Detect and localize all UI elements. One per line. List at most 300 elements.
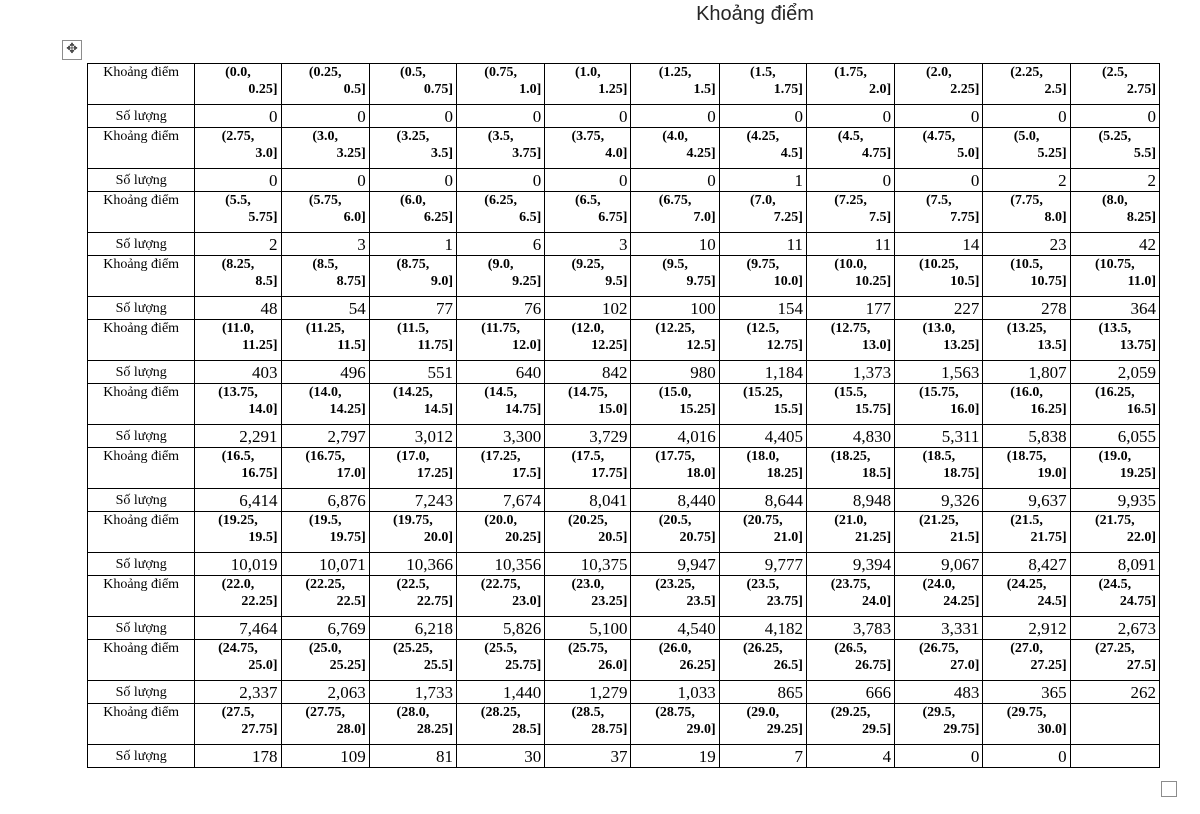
range-cell xyxy=(983,256,1070,297)
range-cell xyxy=(983,448,1070,489)
count-cell: 1,373 xyxy=(806,361,894,384)
count-cell: 48 xyxy=(195,297,281,320)
range-header-cell: Khoảng điểm xyxy=(88,448,195,489)
range-upper: 25.5] xyxy=(423,658,453,673)
count-cell: 10,366 xyxy=(369,553,456,576)
range-upper: 21.0] xyxy=(773,530,803,545)
range-upper: 3.0] xyxy=(255,146,278,161)
count-cell: 8,041 xyxy=(545,489,631,512)
range-upper: 13.0] xyxy=(862,338,892,353)
range-upper: 28.5] xyxy=(512,722,542,737)
range-cell xyxy=(281,64,369,105)
count-cell: 9,947 xyxy=(631,553,719,576)
range-row xyxy=(88,704,1160,745)
range-row xyxy=(88,64,1160,105)
range-upper: 15.75] xyxy=(855,402,892,417)
range-lower: (1.5, xyxy=(749,65,776,80)
range-cell xyxy=(545,704,631,745)
count-cell: 81 xyxy=(369,745,456,768)
count-cell: 5,826 xyxy=(457,617,545,640)
count-cell: 8,427 xyxy=(983,553,1070,576)
range-upper: 12.0] xyxy=(512,338,542,353)
range-cell xyxy=(1070,128,1159,169)
range-upper: 10.0] xyxy=(773,274,803,289)
range-lower: (0.25, xyxy=(308,65,342,80)
range-upper: 9.5] xyxy=(605,274,628,289)
range-upper: 17.0] xyxy=(336,466,366,481)
count-cell: 0 xyxy=(195,105,281,128)
range-cell xyxy=(369,320,456,361)
range-upper: 26.75] xyxy=(855,658,892,673)
count-cell: 30 xyxy=(457,745,545,768)
range-cell xyxy=(806,64,894,105)
count-cell: 6,414 xyxy=(195,489,281,512)
range-cell xyxy=(195,128,281,169)
range-upper: 6.25] xyxy=(423,210,453,225)
count-cell: 178 xyxy=(195,745,281,768)
range-upper: 21.5] xyxy=(950,530,980,545)
range-lower: (15.75, xyxy=(918,385,959,400)
count-cell: 262 xyxy=(1070,681,1159,704)
range-lower: (26.5, xyxy=(834,641,867,656)
range-lower: (26.25, xyxy=(742,641,783,656)
range-upper: 18.75] xyxy=(943,466,980,481)
count-cell: 2,063 xyxy=(281,681,369,704)
range-upper: 16.5] xyxy=(1126,402,1156,417)
range-header-cell: Khoảng điểm xyxy=(88,384,195,425)
range-cell xyxy=(895,704,983,745)
range-upper: 4.0] xyxy=(605,146,628,161)
range-cell xyxy=(545,320,631,361)
range-lower: (5.5, xyxy=(225,193,251,208)
count-cell: 1,807 xyxy=(983,361,1070,384)
range-cell xyxy=(631,512,719,553)
range-cell xyxy=(545,192,631,233)
range-cell xyxy=(895,192,983,233)
range-upper: 11.5] xyxy=(337,338,366,353)
count-cell: 1,563 xyxy=(895,361,983,384)
range-lower: (7.0, xyxy=(749,193,776,208)
range-upper: 13.75] xyxy=(1119,338,1156,353)
range-cell xyxy=(806,576,894,617)
range-upper: 8.75] xyxy=(336,274,366,289)
range-lower: (9.25, xyxy=(571,257,605,272)
range-upper: 21.25] xyxy=(855,530,892,545)
range-lower: (12.25, xyxy=(655,321,695,336)
range-lower: (8.25, xyxy=(221,257,255,272)
range-cell xyxy=(806,128,894,169)
range-lower: (20.0, xyxy=(484,513,517,528)
range-upper: 20.5] xyxy=(598,530,628,545)
range-lower: (14.5, xyxy=(484,385,517,400)
range-lower: (20.25, xyxy=(568,513,608,528)
range-lower: (18.5, xyxy=(922,449,956,464)
count-row xyxy=(88,169,1160,192)
range-upper: 16.25] xyxy=(1030,402,1067,417)
count-cell: 54 xyxy=(281,297,369,320)
count-row xyxy=(88,361,1160,384)
count-cell: 3,300 xyxy=(457,425,545,448)
range-cell xyxy=(719,192,806,233)
count-cell: 5,100 xyxy=(545,617,631,640)
count-cell: 364 xyxy=(1070,297,1159,320)
count-cell: 0 xyxy=(195,169,281,192)
range-lower: (7.75, xyxy=(1010,193,1043,208)
range-upper: 24.25] xyxy=(943,594,980,609)
range-upper: 18.25] xyxy=(766,466,803,481)
range-lower: (29.5, xyxy=(922,705,956,720)
count-cell: 0 xyxy=(631,169,719,192)
count-cell: 7 xyxy=(719,745,806,768)
range-cell xyxy=(281,448,369,489)
count-cell: 2,337 xyxy=(195,681,281,704)
range-cell xyxy=(806,512,894,553)
range-cell xyxy=(281,384,369,425)
range-lower: (19.75, xyxy=(393,513,433,528)
range-cell xyxy=(545,576,631,617)
range-cell xyxy=(457,64,545,105)
range-upper: 17.5] xyxy=(512,466,542,481)
range-upper: 12.75] xyxy=(766,338,803,353)
range-upper: 29.25] xyxy=(766,722,803,737)
range-upper: 23.25] xyxy=(591,594,628,609)
count-row xyxy=(88,553,1160,576)
range-upper: 27.75] xyxy=(241,722,278,737)
range-upper: 6.75] xyxy=(598,210,628,225)
range-upper: 20.75] xyxy=(679,530,716,545)
range-row xyxy=(88,384,1160,425)
range-cell xyxy=(195,640,281,681)
count-cell: 7,674 xyxy=(457,489,545,512)
count-header-cell: Số lượng xyxy=(88,233,195,256)
count-cell: 483 xyxy=(895,681,983,704)
page-title: Khoảng điểm xyxy=(696,3,814,25)
count-cell: 77 xyxy=(369,297,456,320)
count-header-cell: Số lượng xyxy=(88,425,195,448)
range-upper: 7.0] xyxy=(693,210,716,225)
range-upper: 15.0] xyxy=(598,402,628,417)
range-row xyxy=(88,512,1160,553)
count-cell: 76 xyxy=(457,297,545,320)
range-cell xyxy=(545,512,631,553)
count-cell: 0 xyxy=(369,169,456,192)
range-cell xyxy=(1070,256,1159,297)
range-cell xyxy=(195,64,281,105)
range-cell xyxy=(1070,320,1159,361)
range-lower: (6.25, xyxy=(484,193,517,208)
range-cell xyxy=(545,256,631,297)
range-lower: (10.5, xyxy=(1010,257,1043,272)
count-cell: 3 xyxy=(545,233,631,256)
range-lower: (18.25, xyxy=(830,449,871,464)
count-cell: 4,540 xyxy=(631,617,719,640)
range-cell xyxy=(631,576,719,617)
range-lower: (16.25, xyxy=(1094,385,1135,400)
range-lower: (17.0, xyxy=(396,449,430,464)
range-lower: (21.25, xyxy=(918,513,959,528)
range-cell xyxy=(195,256,281,297)
range-cell xyxy=(983,576,1070,617)
range-upper: 1.25] xyxy=(598,82,628,97)
range-header-cell: Khoảng điểm xyxy=(88,320,195,361)
score-distribution-table xyxy=(87,63,1160,768)
range-lower: (18.0, xyxy=(746,449,780,464)
range-cell xyxy=(983,192,1070,233)
count-cell: 2 xyxy=(1070,169,1159,192)
range-upper: 24.75] xyxy=(1119,594,1156,609)
count-cell: 23 xyxy=(983,233,1070,256)
count-cell: 4,830 xyxy=(806,425,894,448)
range-upper: 9.0] xyxy=(430,274,453,289)
range-cell xyxy=(719,640,806,681)
range-lower: (18.75, xyxy=(1006,449,1047,464)
count-cell: 0 xyxy=(545,105,631,128)
range-lower: (15.0, xyxy=(658,385,692,400)
range-upper: 25.0] xyxy=(248,658,278,673)
count-cell: 6 xyxy=(457,233,545,256)
range-cell xyxy=(369,384,456,425)
count-cell: 1 xyxy=(369,233,456,256)
range-cell xyxy=(545,64,631,105)
table-move-handle-icon[interactable]: ✥ xyxy=(62,40,82,60)
count-cell: 2,291 xyxy=(195,425,281,448)
range-lower: (0.5, xyxy=(400,65,426,80)
range-cell xyxy=(457,256,545,297)
range-lower: (5.0, xyxy=(1013,129,1040,144)
count-header-cell: Số lượng xyxy=(88,681,195,704)
range-lower: (21.5, xyxy=(1010,513,1043,528)
range-cell xyxy=(719,384,806,425)
count-cell: 4 xyxy=(806,745,894,768)
count-cell: 3,331 xyxy=(895,617,983,640)
range-cell xyxy=(806,448,894,489)
range-upper: 3.25] xyxy=(336,146,366,161)
range-cell xyxy=(369,192,456,233)
range-cell xyxy=(195,192,281,233)
count-cell: 0 xyxy=(631,105,719,128)
range-lower: (10.75, xyxy=(1094,257,1135,272)
range-cell xyxy=(895,128,983,169)
range-lower: (6.5, xyxy=(575,193,601,208)
range-lower: (8.0, xyxy=(1101,193,1128,208)
range-upper: 22.75] xyxy=(416,594,453,609)
range-cell xyxy=(457,640,545,681)
count-cell: 5,311 xyxy=(895,425,983,448)
range-lower: (3.5, xyxy=(487,129,514,144)
range-lower: (4.0, xyxy=(662,129,688,144)
count-cell: 9,067 xyxy=(895,553,983,576)
range-lower: (27.0, xyxy=(1010,641,1043,656)
range-cell xyxy=(1070,640,1159,681)
range-upper: 0.25] xyxy=(248,82,278,97)
range-upper: 1.5] xyxy=(693,82,716,97)
range-upper: 14.5] xyxy=(423,402,453,417)
range-upper: 6.0] xyxy=(343,210,366,225)
range-upper: 1.0] xyxy=(519,82,542,97)
range-cell xyxy=(1070,192,1159,233)
range-cell xyxy=(281,576,369,617)
count-cell: 640 xyxy=(457,361,545,384)
range-lower: (24.5, xyxy=(1098,577,1132,592)
count-cell: 666 xyxy=(806,681,894,704)
range-lower: (5.75, xyxy=(308,193,342,208)
range-cell xyxy=(281,128,369,169)
count-cell: 2,673 xyxy=(1070,617,1159,640)
range-lower: (14.75, xyxy=(568,385,608,400)
range-lower: (29.75, xyxy=(1006,705,1047,720)
range-cell xyxy=(719,128,806,169)
range-lower: (9.0, xyxy=(487,257,514,272)
range-cell xyxy=(1070,384,1159,425)
range-cell xyxy=(719,576,806,617)
count-cell: 37 xyxy=(545,745,631,768)
count-cell: 1,184 xyxy=(719,361,806,384)
range-cell xyxy=(457,320,545,361)
count-cell: 0 xyxy=(281,105,369,128)
range-cell xyxy=(281,512,369,553)
count-cell: 4,182 xyxy=(719,617,806,640)
count-cell: 1,733 xyxy=(369,681,456,704)
range-upper: 17.75] xyxy=(591,466,628,481)
count-cell: 10,375 xyxy=(545,553,631,576)
range-lower: (25.75, xyxy=(568,641,608,656)
range-cell xyxy=(369,704,456,745)
range-cell xyxy=(983,384,1070,425)
range-upper: 3.5] xyxy=(430,146,453,161)
range-upper: 28.75] xyxy=(591,722,628,737)
range-cell xyxy=(631,384,719,425)
range-upper: 23.75] xyxy=(766,594,803,609)
count-cell: 6,055 xyxy=(1070,425,1159,448)
range-upper: 30.0] xyxy=(1037,722,1067,737)
range-upper: 10.75] xyxy=(1030,274,1067,289)
count-cell: 365 xyxy=(983,681,1070,704)
count-cell: 2,912 xyxy=(983,617,1070,640)
range-cell xyxy=(895,448,983,489)
range-lower: (27.5, xyxy=(221,705,255,720)
range-cell xyxy=(281,704,369,745)
range-lower: (3.75, xyxy=(571,129,605,144)
count-cell: 8,091 xyxy=(1070,553,1159,576)
range-lower: (11.0, xyxy=(221,321,254,336)
count-cell: 6,876 xyxy=(281,489,369,512)
range-lower: (1.25, xyxy=(658,65,692,80)
table-resize-handle-icon[interactable] xyxy=(1161,781,1177,797)
range-upper: 18.0] xyxy=(686,466,716,481)
range-cell xyxy=(369,256,456,297)
range-lower: (20.5, xyxy=(658,513,692,528)
range-lower: (15.25, xyxy=(742,385,783,400)
count-cell: 154 xyxy=(719,297,806,320)
range-cell xyxy=(895,64,983,105)
count-cell: 0 xyxy=(719,105,806,128)
count-cell: 19 xyxy=(631,745,719,768)
count-cell: 2,059 xyxy=(1070,361,1159,384)
count-cell: 0 xyxy=(895,745,983,768)
range-upper: 17.25] xyxy=(416,466,453,481)
range-lower: (24.0, xyxy=(922,577,956,592)
range-upper: 19.25] xyxy=(1119,466,1156,481)
range-row xyxy=(88,576,1160,617)
range-cell xyxy=(195,704,281,745)
range-cell xyxy=(631,640,719,681)
count-cell: 9,326 xyxy=(895,489,983,512)
range-row xyxy=(88,192,1160,233)
range-lower: (9.5, xyxy=(662,257,688,272)
count-cell: 102 xyxy=(545,297,631,320)
range-lower: (2.25, xyxy=(1010,65,1043,80)
range-upper: 0.75] xyxy=(423,82,453,97)
range-upper: 25.75] xyxy=(505,658,542,673)
range-cell xyxy=(895,384,983,425)
range-lower: (11.75, xyxy=(481,321,521,336)
range-upper: 29.5] xyxy=(862,722,892,737)
range-lower: (13.0, xyxy=(922,321,956,336)
count-cell: 0 xyxy=(457,169,545,192)
range-cell xyxy=(545,640,631,681)
range-cell xyxy=(195,512,281,553)
range-cell xyxy=(631,192,719,233)
range-lower: (3.25, xyxy=(396,129,430,144)
range-row xyxy=(88,128,1160,169)
range-lower: (17.25, xyxy=(480,449,521,464)
range-cell xyxy=(369,128,456,169)
count-cell: 403 xyxy=(195,361,281,384)
count-cell: 0 xyxy=(983,105,1070,128)
range-cell xyxy=(895,640,983,681)
count-cell: 1,440 xyxy=(457,681,545,704)
range-upper: 2.25] xyxy=(950,82,980,97)
count-cell: 0 xyxy=(281,169,369,192)
range-lower: (12.5, xyxy=(746,321,780,336)
range-cell xyxy=(457,192,545,233)
range-lower: (14.0, xyxy=(308,385,342,400)
count-cell: 14 xyxy=(895,233,983,256)
count-cell: 0 xyxy=(895,169,983,192)
range-row xyxy=(88,320,1160,361)
count-cell: 551 xyxy=(369,361,456,384)
range-lower: (14.25, xyxy=(393,385,433,400)
range-lower: (22.75, xyxy=(480,577,521,592)
count-cell: 2 xyxy=(195,233,281,256)
range-cell xyxy=(195,320,281,361)
range-lower: (16.5, xyxy=(221,449,255,464)
range-cell xyxy=(195,576,281,617)
range-upper: 5.75] xyxy=(248,210,278,225)
range-cell xyxy=(369,576,456,617)
range-upper: 19.0] xyxy=(1037,466,1067,481)
count-cell: 8,948 xyxy=(806,489,894,512)
range-upper: 19.75] xyxy=(329,530,366,545)
range-lower: (17.75, xyxy=(655,449,695,464)
range-upper: 29.75] xyxy=(943,722,980,737)
range-cell xyxy=(806,192,894,233)
range-cell xyxy=(1070,512,1159,553)
range-upper: 28.0] xyxy=(336,722,366,737)
range-cell xyxy=(1070,704,1159,745)
count-cell: 9,777 xyxy=(719,553,806,576)
range-lower: (0.75, xyxy=(484,65,517,80)
range-lower: (16.0, xyxy=(1010,385,1043,400)
range-upper: 28.25] xyxy=(416,722,453,737)
range-cell xyxy=(983,320,1070,361)
range-lower: (5.25, xyxy=(1098,129,1132,144)
range-cell xyxy=(895,320,983,361)
range-lower: (13.25, xyxy=(1006,321,1047,336)
range-lower: (12.75, xyxy=(830,321,871,336)
range-lower: (4.75, xyxy=(922,129,956,144)
count-header-cell: Số lượng xyxy=(88,105,195,128)
